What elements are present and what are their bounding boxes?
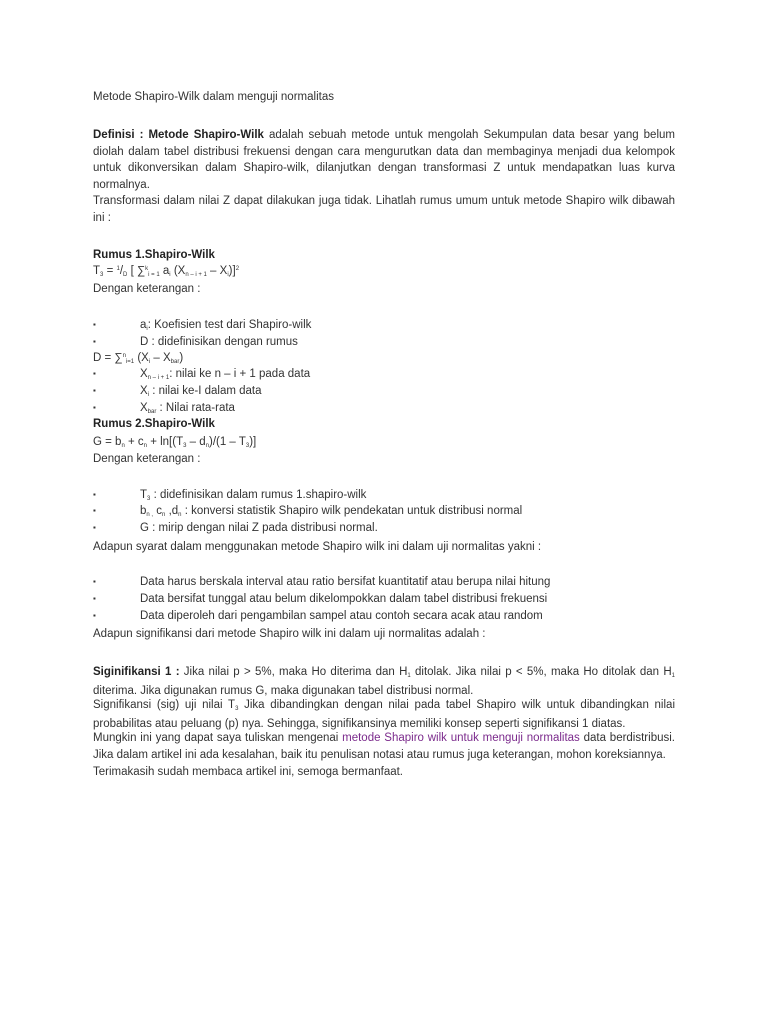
bullet-icon: ▪	[93, 577, 96, 586]
d-formula: D = ∑$^n$i=1 (Xi – Xbar)	[93, 352, 184, 365]
bullet-icon: ▪	[93, 611, 96, 620]
list-item: ▪ Xi : nilai ke-I dalam data	[93, 385, 262, 398]
bullet-icon: ▪	[93, 337, 96, 346]
keterangan2: Dengan keterangan :	[93, 453, 201, 465]
document-title: Metode Shapiro-Wilk dalam menguji normalitas	[93, 91, 334, 103]
list-item: ▪ G : mirip dengan nilai Z pada distribusi normal.	[93, 520, 675, 537]
bullet-icon: ▪	[93, 523, 96, 532]
closing-paragraph: Mungkin ini yang dapat saya tuliskan mengenai metode Shapiro wilk untuk menguji normalitas data berdistribusi. Jika dalam artikel ini ada kesalahan, baik itu penulisan notasi atau rumus juga keterangan, mohon koreksiannya.	[93, 732, 675, 761]
signifikansi1-label: Siginifikansi 1 :	[93, 666, 180, 678]
bullet-icon: ▪	[93, 506, 96, 515]
bullet-icon: ▪	[93, 386, 96, 395]
rumus2-heading: Rumus 2.Shapiro-Wilk	[93, 418, 215, 430]
article-link[interactable]: metode Shapiro wilk untuk menguji normalitas	[342, 732, 580, 744]
list-item: ▪ D : didefinisikan dengan rumus	[93, 334, 675, 351]
list-item: ▪ Xbar : Nilai rata-rata	[93, 402, 235, 415]
transform-paragraph: Transformasi dalam nilai Z dapat dilakukan juga tidak. Lihatlah rumus umum untuk metode Shapiro wilk dibawah ini :	[93, 195, 675, 224]
list-item: ▪ bn , cn ,dn : konversi statistik Shapiro wilk pendekatan untuk distribusi normal	[93, 505, 523, 518]
signifikansi-intro: Adapun signifikansi dari metode Shapiro wilk ini dalam uji normalitas adalah :	[93, 628, 486, 640]
bullet-icon: ▪	[93, 320, 96, 329]
syarat-intro: Adapun syarat dalam menggunakan metode Shapiro wilk ini dalam uji normalitas yakni :	[93, 541, 542, 553]
rumus2-formula: G = bn + cn + ln[(T3 – dn)/(1 – T3)]	[93, 436, 257, 449]
signifikansi2-paragraph: Signifikansi (sig) uji nilai T3 Jika dibandingkan dengan nilai pada tabel Shapiro wilk untuk dibandingkan nilai probabilitas atau peluang (p) nya. Sehingga, signifikansinya memiliki konsep seperti signifikansi 1 diatas.	[93, 699, 675, 730]
bullet-icon: ▪	[93, 490, 96, 499]
closing-thanks: Terimakasih sudah membaca artikel ini, semoga bermanfaat.	[93, 766, 404, 778]
definition-text: adalah sebuah metode untuk mengolah Sekumpulan data besar yang belum diolah dalam tabel distribusi frekuensi dengan cara mengurutkan data dan membaginya menjadi dua kelompok untuk dikonversikan dalam Shapiro-wilk, dilanjutkan dengan transformasi Z untuk mendapatkan luas kurva normalnya.	[93, 129, 675, 191]
rumus1-formula: T3 = $^1$/D [ ∑$^k$i = 1 ai (Xn – i + 1 – Xi)]$^2$	[93, 265, 240, 278]
list-item: ▪ Data diperoleh dari pengambilan sampel atau contoh secara acak atau random	[93, 608, 675, 625]
list-item: ▪ Data harus berskala interval atau ratio bersifat kuantitatif atau berupa nilai hitung	[93, 574, 675, 591]
definition-label: Definisi : Metode Shapiro-Wilk	[93, 129, 264, 141]
bullet-icon: ▪	[93, 594, 96, 603]
bullet-icon: ▪	[93, 403, 96, 412]
bullet-icon: ▪	[93, 369, 96, 378]
rumus1-heading: Rumus 1.Shapiro-Wilk	[93, 249, 215, 261]
signifikansi1-paragraph: Siginifikansi 1 : Jika nilai p > 5%, maka Ho diterima dan H1 ditolak. Jika nilai p < 5%, maka Ho ditolak dan H1 diterima. Jika digunakan rumus G, maka digunakan tabel distribusi normal.	[93, 666, 675, 697]
list-item: ▪ Xn – i + 1: nilai ke n – i + 1 pada data	[93, 368, 311, 381]
keterangan1: Dengan keterangan :	[93, 283, 201, 295]
list-item: ▪ ai: Koefisien test dari Shapiro-wilk	[93, 319, 312, 332]
list-item: ▪ T3 : didefinisikan dalam rumus 1.shapiro-wilk	[93, 489, 367, 502]
definition-paragraph	[93, 127, 675, 193]
list-item: ▪ Data bersifat tunggal atau belum dikelompokkan dalam tabel distribusi frekuensi	[93, 591, 675, 608]
